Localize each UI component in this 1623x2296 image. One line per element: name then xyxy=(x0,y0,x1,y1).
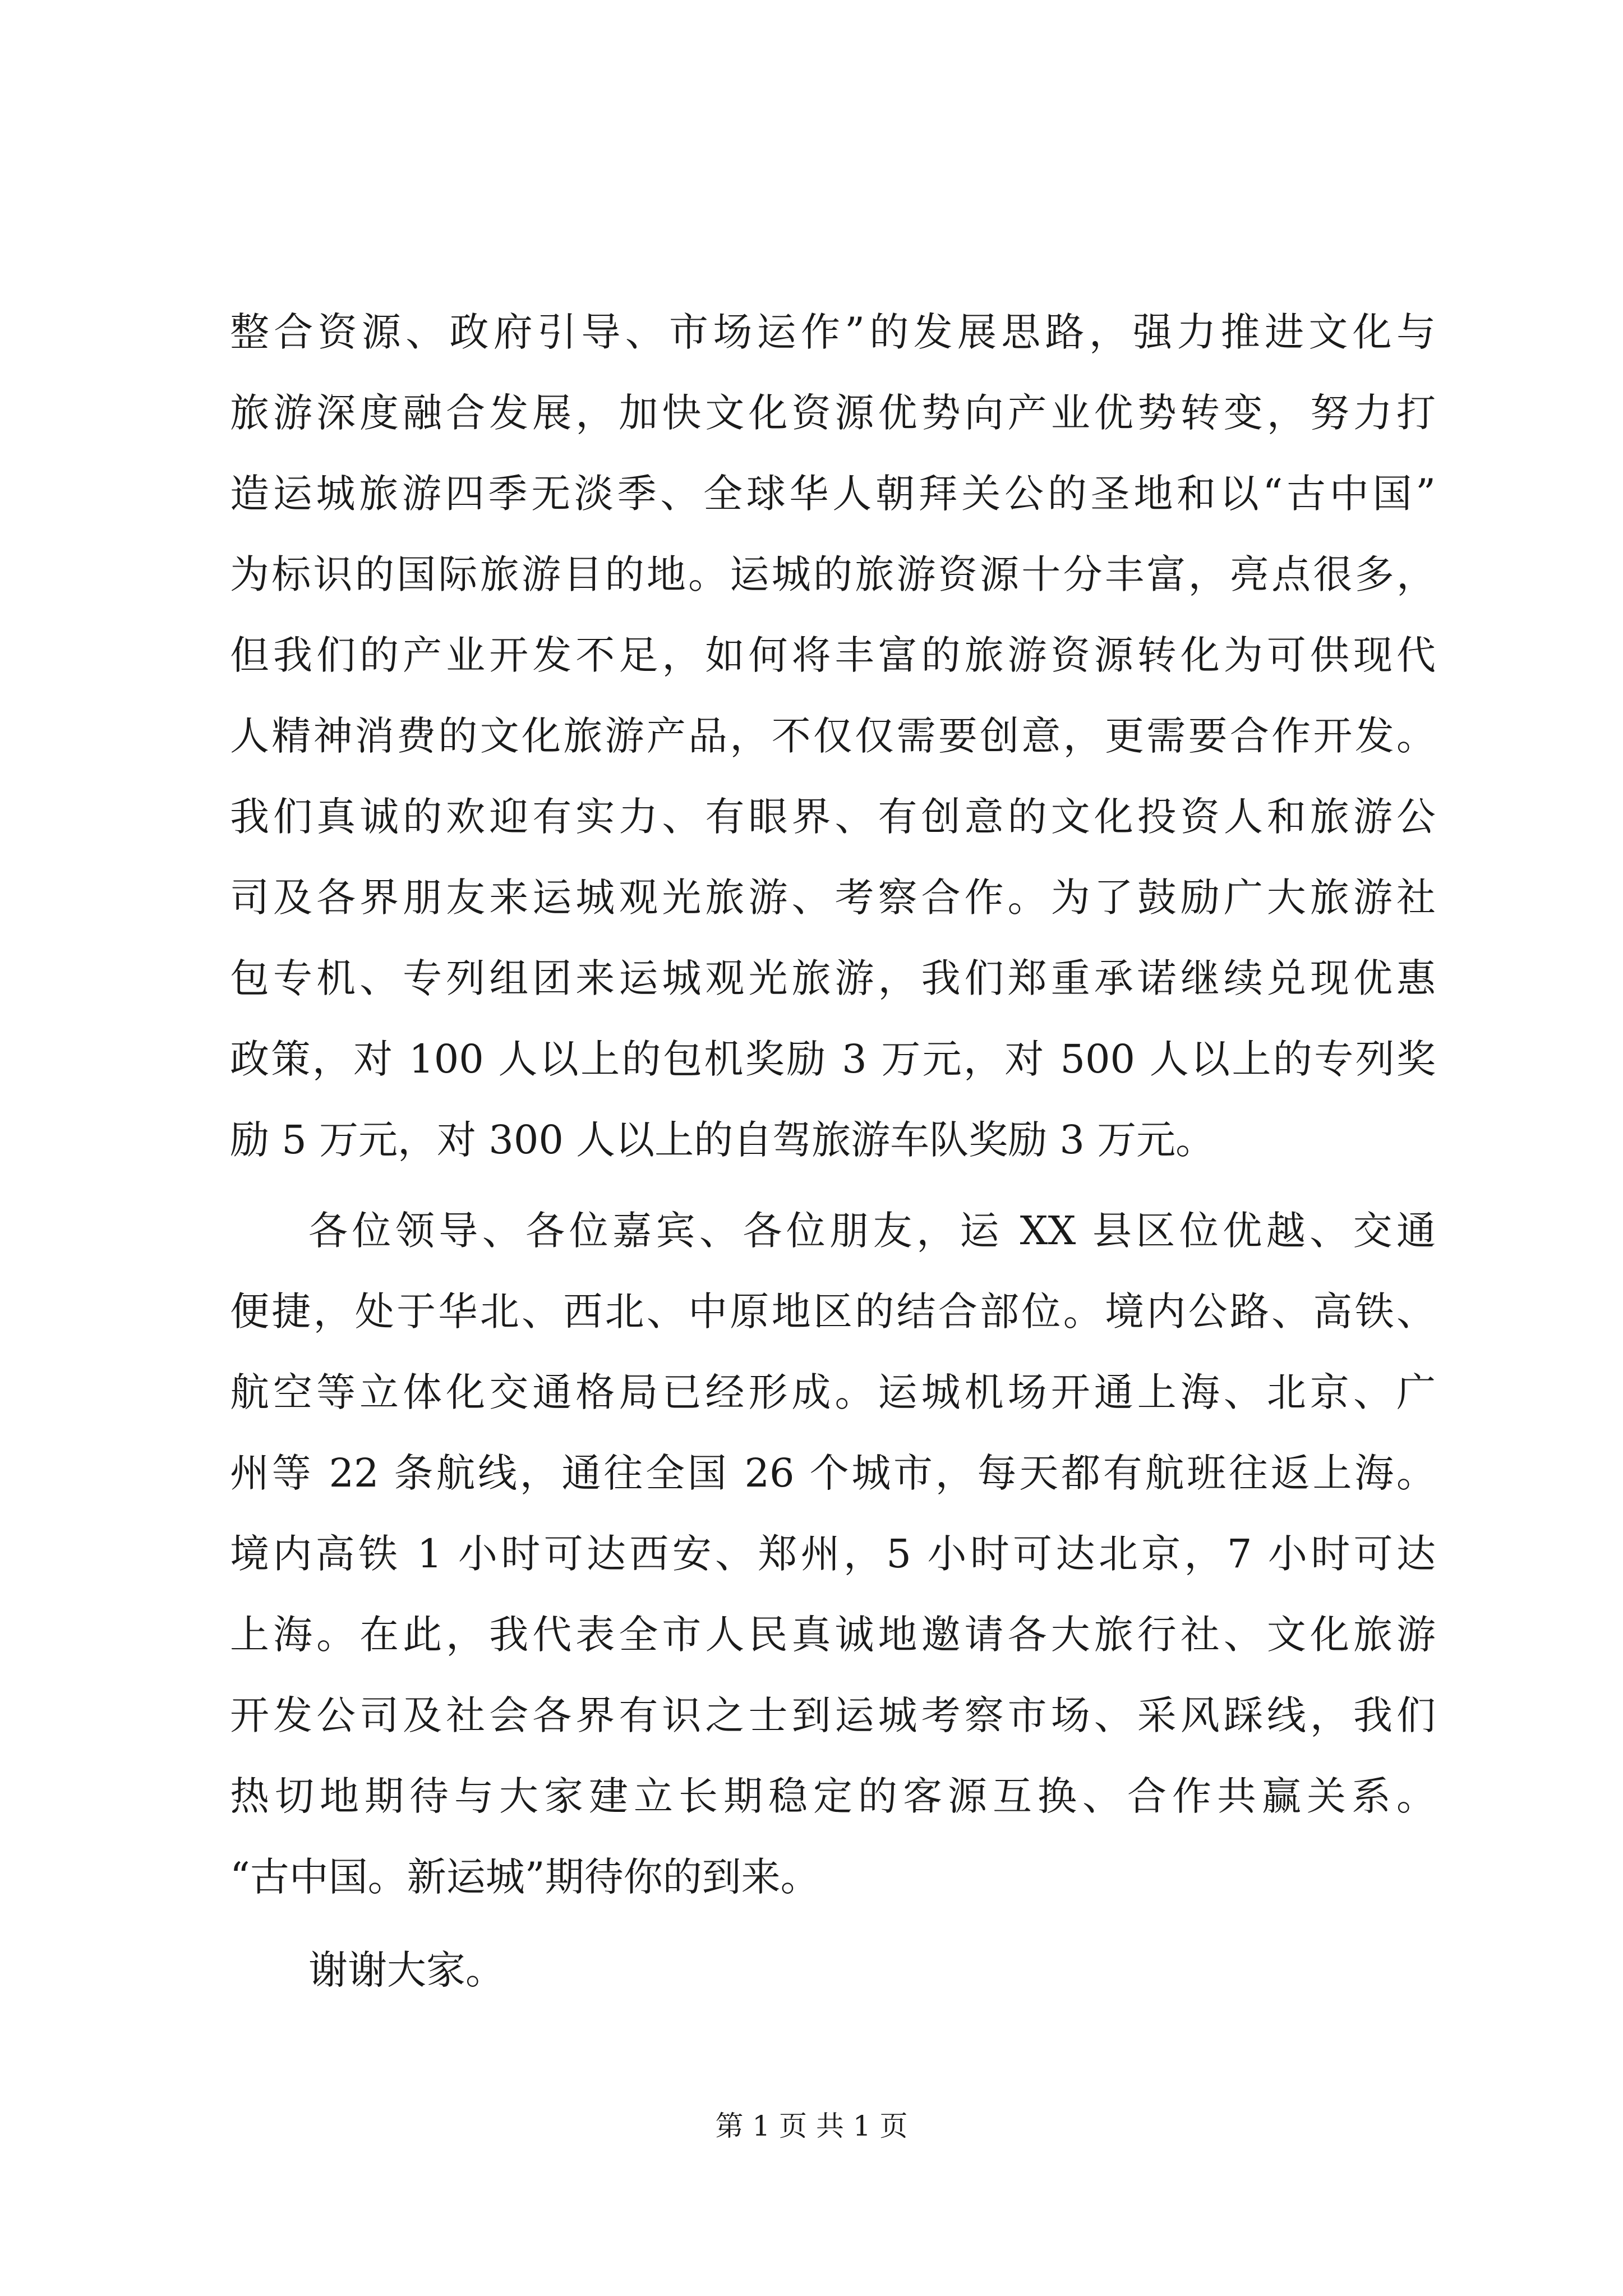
document-body xyxy=(230,292,1436,2010)
paragraph-line: 上海。在此，我代表全市人民真诚地邀请各大旅行社、文化旅游 xyxy=(230,1612,1436,1658)
paragraph-line: 我们真诚的欢迎有实力、有眼界、有创意的文化投资人和旅游公 xyxy=(230,794,1436,840)
paragraph-line: 为标识的国际旅游目的地。运城的旅游资源十分丰富，亮点很多， xyxy=(230,551,1436,597)
paragraph-line: 包专机、专列组团来运城观光旅游，我们郑重承诺继续兑现优惠 xyxy=(230,955,1436,1001)
paragraph-line: 司及各界朋友来运城观光旅游、考察合作。为了鼓励广大旅游社 xyxy=(230,875,1436,921)
paragraph-line: 开发公司及社会各界有识之士到运城考察市场、采风踩线，我们 xyxy=(230,1692,1436,1738)
paragraph-line: 热切地期待与大家建立长期稳定的客源互换、合作共赢关系。 xyxy=(230,1773,1436,1819)
paragraph-line: 整合资源、政府引导、市场运作”的发展思路，强力推进文化与 xyxy=(230,309,1436,355)
paragraph-line: 境内高铁 1 小时可达西安、郑州，5 小时可达北京，7 小时可达 xyxy=(230,1531,1436,1577)
paragraph-line: 各位领导、各位嘉宾、各位朋友，运 XX 县区位优越、交通 xyxy=(308,1208,1436,1254)
paragraph-line: 造运城旅游四季无淡季、全球华人朝拜关公的圣地和以“古中国” xyxy=(230,471,1436,517)
page-number-footer: 第 1 页 共 1 页 xyxy=(715,2110,908,2142)
paragraph-line: 旅游深度融合发展，加快文化资源优势向产业优势转变，努力打 xyxy=(230,390,1436,436)
paragraph-line: 航空等立体化交通格局已经形成。运城机场开通上海、北京、广 xyxy=(230,1369,1436,1415)
paragraph-line: 便捷，处于华北、西北、中原地区的结合部位。境内公路、高铁、 xyxy=(230,1289,1436,1335)
paragraph-line: 州等 22 条航线，通往全国 26 个城市，每天都有航班往返上海。 xyxy=(230,1450,1436,1496)
paragraph-line: 励 5 万元，对 300 人以上的自驾旅游车队奖励 3 万元。 xyxy=(230,1117,1215,1163)
closing-line: 谢谢大家。 xyxy=(308,1947,505,1993)
paragraph-line: 政策，对 100 人以上的包机奖励 3 万元，对 500 人以上的专列奖 xyxy=(230,1036,1436,1082)
paragraph-line: “古中国。新运城”期待你的到来。 xyxy=(230,1854,820,1900)
paragraph-line: 人精神消费的文化旅游产品，不仅仅需要创意，更需要合作开发。 xyxy=(230,713,1436,759)
paragraph-line: 但我们的产业开发不足，如何将丰富的旅游资源转化为可供现代 xyxy=(230,632,1436,678)
